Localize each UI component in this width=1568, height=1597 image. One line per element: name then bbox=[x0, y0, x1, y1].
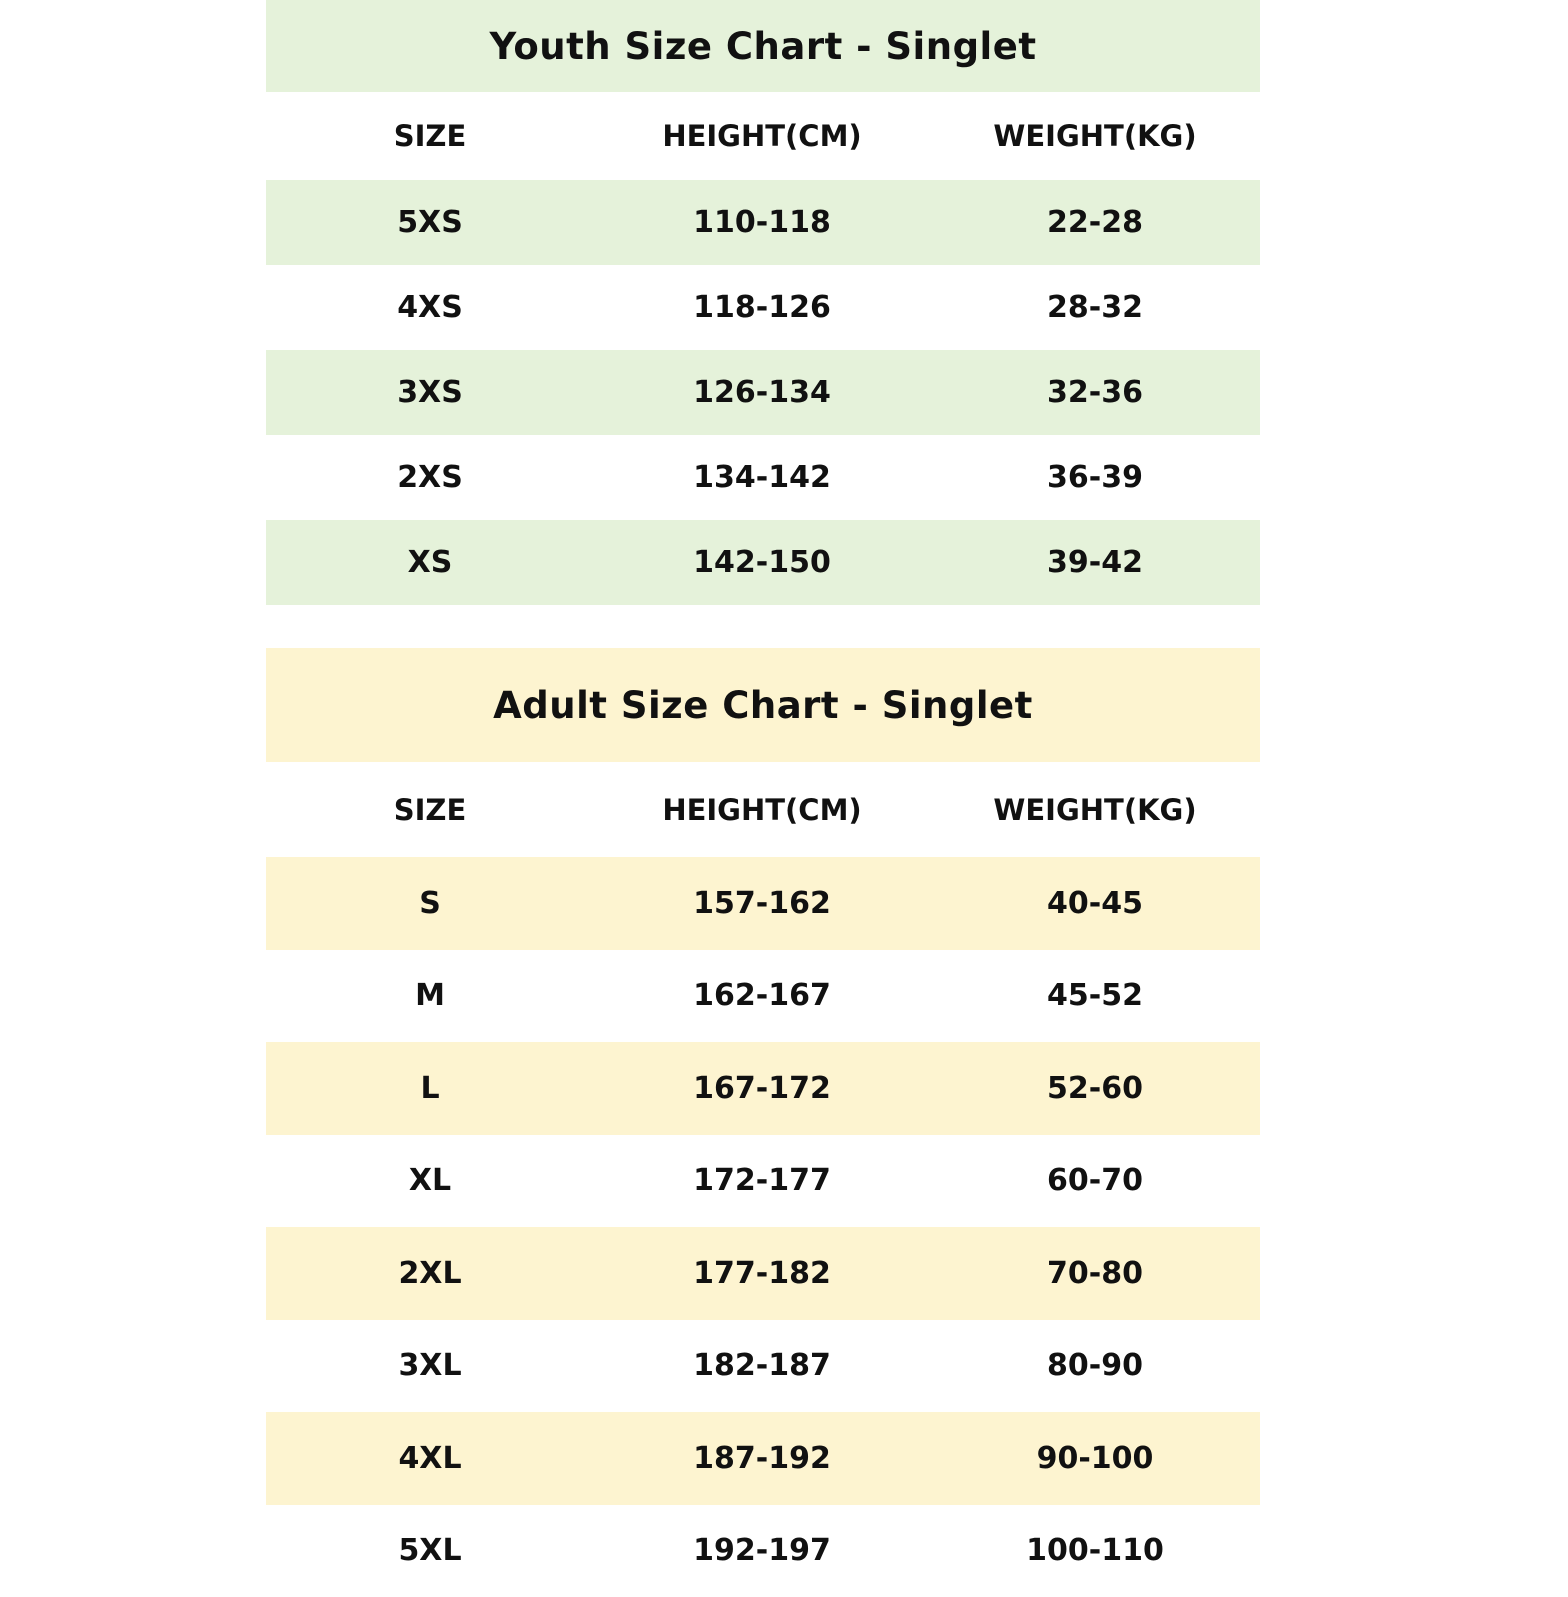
size-cell: 2XS bbox=[266, 460, 594, 495]
table-row bbox=[266, 1042, 1260, 1135]
height-cell: 157-162 bbox=[594, 886, 930, 921]
weight-cell: 45-52 bbox=[930, 978, 1260, 1013]
height-cell: 172-177 bbox=[594, 1163, 930, 1198]
header-size: SIZE bbox=[266, 793, 594, 827]
height-cell: 134-142 bbox=[594, 460, 930, 495]
table-row bbox=[266, 180, 1260, 265]
height-cell: 110-118 bbox=[594, 205, 930, 240]
height-cell: 118-126 bbox=[594, 290, 930, 325]
weight-cell: 32-36 bbox=[930, 375, 1260, 410]
height-cell: 167-172 bbox=[594, 1071, 930, 1106]
weight-cell: 52-60 bbox=[930, 1071, 1260, 1106]
size-cell: S bbox=[266, 886, 594, 921]
size-cell: 3XL bbox=[266, 1348, 594, 1383]
table-row bbox=[266, 950, 1260, 1043]
header-size: SIZE bbox=[266, 119, 594, 153]
weight-cell: 100-110 bbox=[930, 1533, 1260, 1568]
adult-chart-title: Adult Size Chart - Singlet bbox=[266, 648, 1260, 762]
height-cell: 187-192 bbox=[594, 1441, 930, 1476]
weight-cell: 28-32 bbox=[930, 290, 1260, 325]
weight-cell: 70-80 bbox=[930, 1256, 1260, 1291]
header-height: HEIGHT(CM) bbox=[594, 119, 930, 153]
height-cell: 162-167 bbox=[594, 978, 930, 1013]
header-weight: WEIGHT(KG) bbox=[930, 119, 1260, 153]
weight-cell: 40-45 bbox=[930, 886, 1260, 921]
table-row bbox=[266, 350, 1260, 435]
size-cell: 5XS bbox=[266, 205, 594, 240]
youth-size-chart bbox=[266, 0, 1260, 605]
table-row bbox=[266, 435, 1260, 520]
size-cell: 5XL bbox=[266, 1533, 594, 1568]
size-cell: XL bbox=[266, 1163, 594, 1198]
table-row bbox=[266, 1135, 1260, 1228]
size-cell: M bbox=[266, 978, 594, 1013]
height-cell: 126-134 bbox=[594, 375, 930, 410]
youth-header-row bbox=[266, 92, 1260, 180]
size-cell: L bbox=[266, 1071, 594, 1106]
header-weight: WEIGHT(KG) bbox=[930, 793, 1260, 827]
height-cell: 192-197 bbox=[594, 1533, 930, 1568]
table-row bbox=[266, 1320, 1260, 1413]
size-cell: 4XL bbox=[266, 1441, 594, 1476]
height-cell: 142-150 bbox=[594, 545, 930, 580]
size-cell: XS bbox=[266, 545, 594, 580]
table-row bbox=[266, 1505, 1260, 1597]
size-cell: 2XL bbox=[266, 1256, 594, 1291]
height-cell: 177-182 bbox=[594, 1256, 930, 1291]
table-row bbox=[266, 857, 1260, 950]
table-row bbox=[266, 1227, 1260, 1320]
weight-cell: 39-42 bbox=[930, 545, 1260, 580]
youth-chart-title: Youth Size Chart - Singlet bbox=[266, 0, 1260, 92]
weight-cell: 22-28 bbox=[930, 205, 1260, 240]
size-cell: 4XS bbox=[266, 290, 594, 325]
table-row bbox=[266, 520, 1260, 605]
weight-cell: 60-70 bbox=[930, 1163, 1260, 1198]
weight-cell: 90-100 bbox=[930, 1441, 1260, 1476]
weight-cell: 80-90 bbox=[930, 1348, 1260, 1383]
table-row bbox=[266, 265, 1260, 350]
header-height: HEIGHT(CM) bbox=[594, 793, 930, 827]
adult-header-row bbox=[266, 762, 1260, 857]
adult-size-chart bbox=[266, 648, 1260, 1597]
table-row bbox=[266, 1412, 1260, 1505]
size-cell: 3XS bbox=[266, 375, 594, 410]
height-cell: 182-187 bbox=[594, 1348, 930, 1383]
weight-cell: 36-39 bbox=[930, 460, 1260, 495]
